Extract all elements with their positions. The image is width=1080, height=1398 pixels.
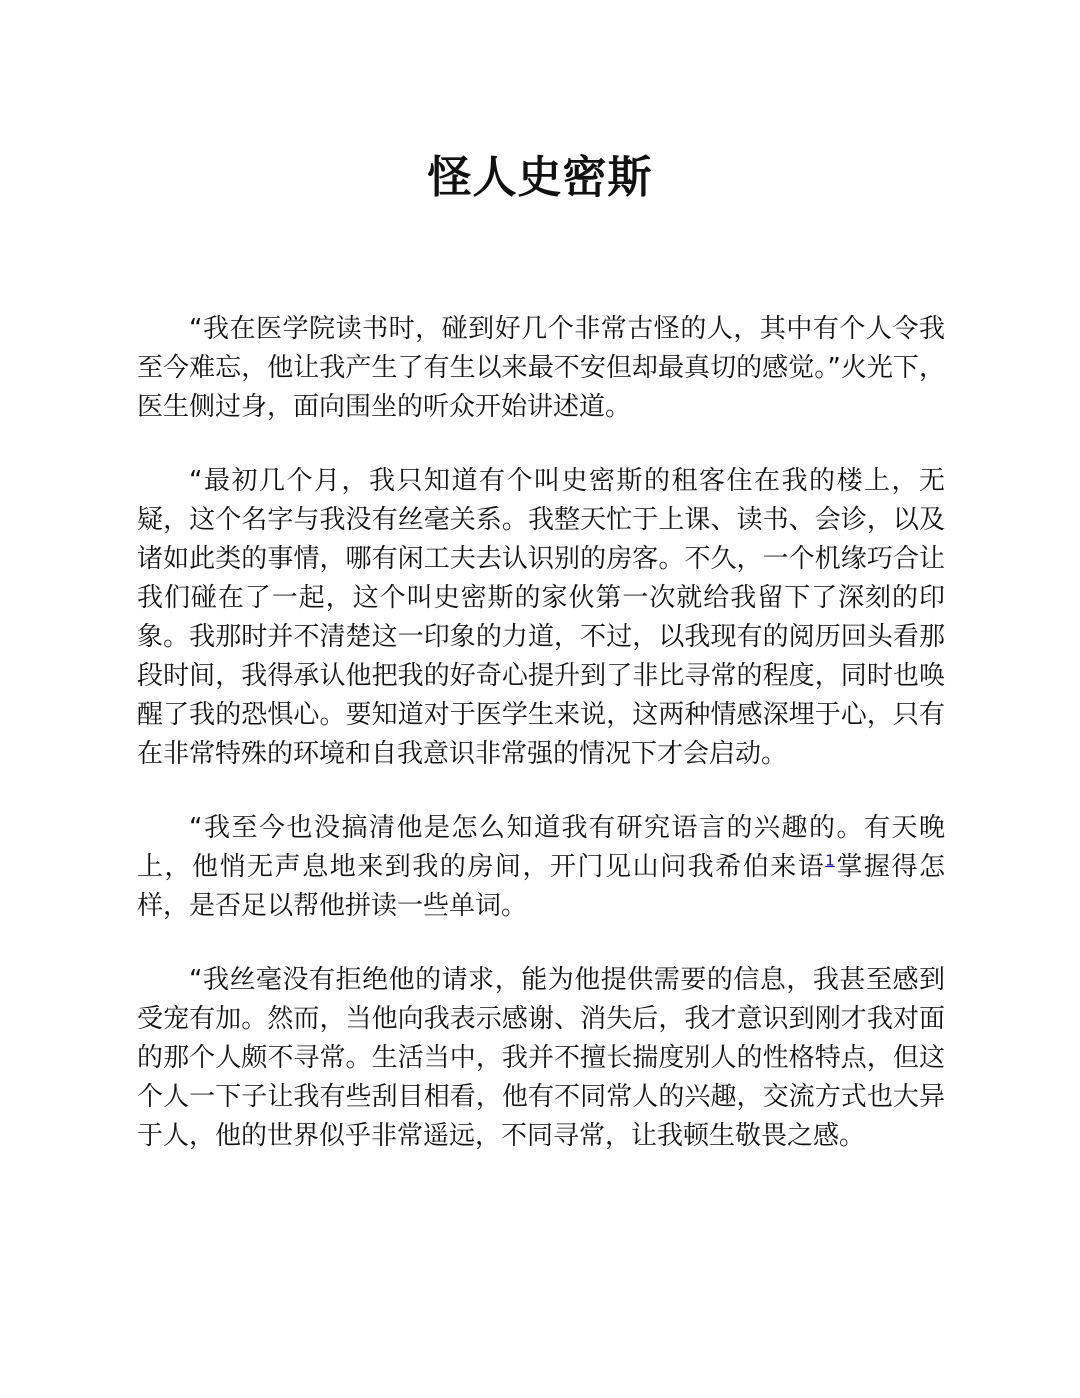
- story-body: [137, 310, 945, 1191]
- paragraph-3-text-after: 掌握得怎样，是否足以帮他拼读一些单词。: [137, 852, 945, 921]
- page-title: 怪人史密斯: [427, 152, 653, 203]
- footnote-link-1[interactable]: 1: [825, 851, 835, 870]
- paragraph-4: “我丝毫没有拒绝他的请求，能为他提供需要的信息，我甚至感到受宠有加。然而，当他向我表示感谢、消失后，我才意识到刚才我对面的那个人颇不寻常。生活当中，我并不擅长揣度别人的性格特点，但这个人一下子让我有些刮目相看，他有不同常人的兴趣，交流方式也大异于人，他的世界似乎非常遥远，不同寻常，让我顿生敬畏之感。: [137, 965, 945, 1151]
- paragraph-2: “最初几个月，我只知道有个叫史密斯的租客住在我的楼上，无疑，这个名字与我没有丝毫关系。我整天忙于上课、读书、会诊，以及诸如此类的事情，哪有闲工夫去认识别的房客。不久，一个机缘巧合让我们碰在了一起，这个叫史密斯的家伙第一次就给我留下了深刻的印象。我那时并不清楚这一印象的力道，不过，以我现有的阅历回头看那段时间，我得承认他把我的好奇心提升到了非比寻常的程度，同时也唤醒了我的恐惧心。要知道对于医学生来说，这两种情感深埋于心，只有在非常特殊的环境和自我意识非常强的情况下才会启动。: [137, 466, 945, 769]
- paragraph-3-text-before: “我至今也没搞清他是怎么知道我有研究语言的兴趣的。有天晚上，他悄无声息地来到我的房间，开门见山问我希伯来语: [137, 813, 945, 882]
- paragraph-3: [137, 809, 945, 926]
- paragraph-1: “我在医学院读书时，碰到好几个非常古怪的人，其中有个人令我至今难忘，他让我产生了有生以来最不安但却最真切的感觉。”火光下，医生侧过身，面向围坐的听众开始讲述道。: [137, 314, 945, 422]
